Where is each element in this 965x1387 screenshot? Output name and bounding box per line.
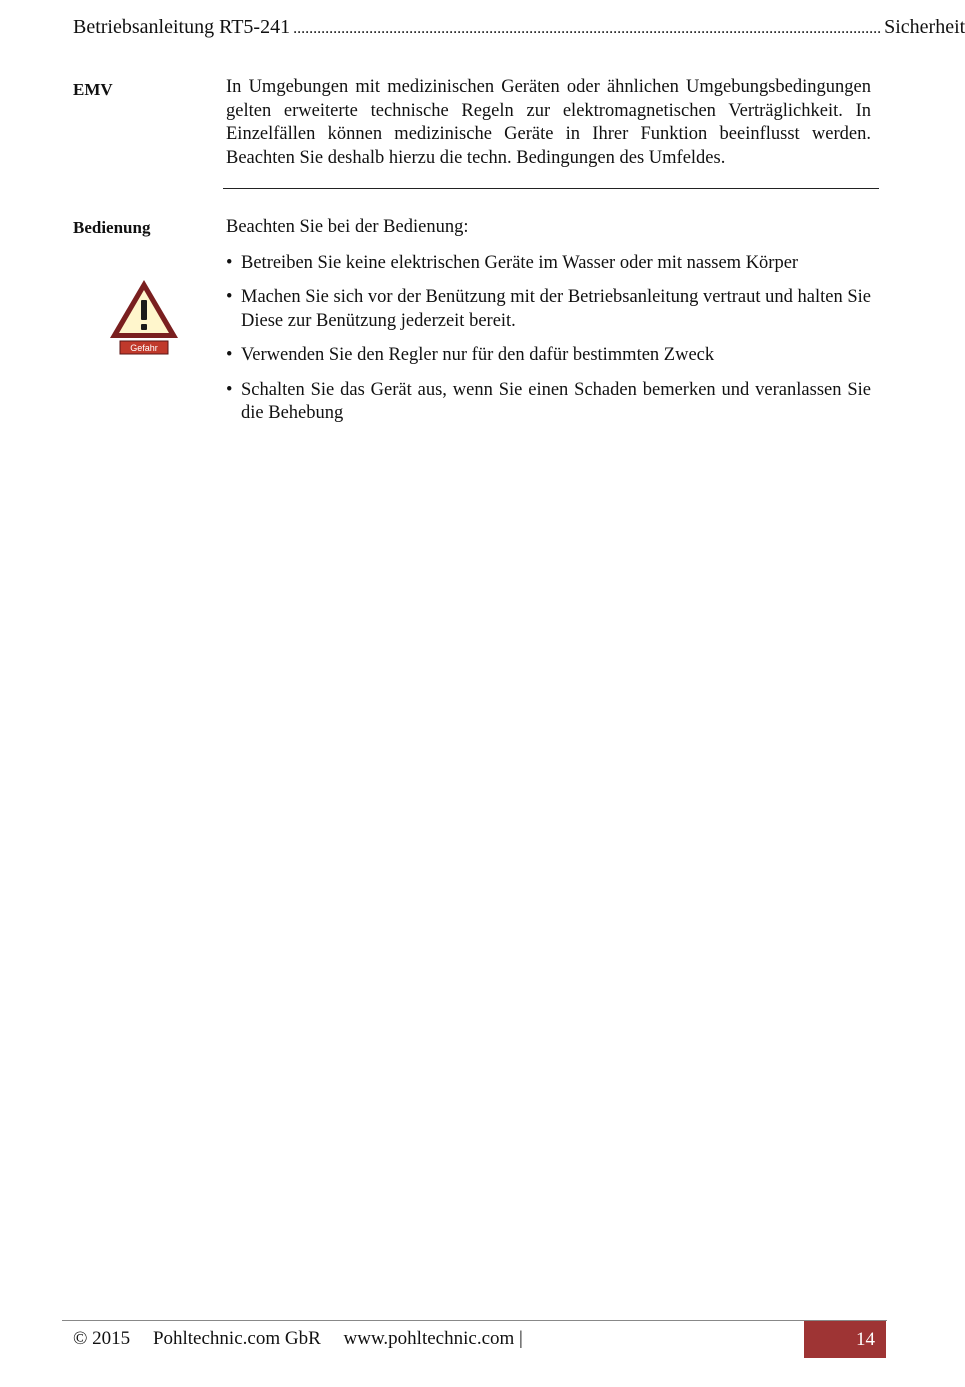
section-divider — [223, 188, 879, 189]
list-item-text: Schalten Sie das Gerät aus, wenn Sie einen Schaden bemerken und veranlassen Sie die Behebung — [241, 379, 871, 423]
footer-website[interactable]: www.pohltechnic.com | — [343, 1328, 523, 1349]
exclamation-bar — [141, 300, 147, 320]
bullet-icon: • — [226, 379, 233, 400]
footer-company: Pohltechnic.com GbR — [152, 1328, 321, 1349]
bullet-icon: • — [226, 252, 233, 273]
emv-section-label: EMV — [73, 80, 113, 99]
bullet-icon: • — [226, 345, 233, 365]
page-footer — [73, 1326, 541, 1352]
page-number-badge: 14 — [804, 1321, 886, 1358]
bedienung-bullet-list — [226, 252, 871, 426]
page-header — [73, 14, 965, 42]
list-item — [226, 286, 871, 333]
list-item — [226, 379, 871, 426]
warning-triangle-icon — [108, 276, 180, 356]
list-item-text: Machen Sie sich vor der Benützung mit der Betriebsanleitung vertraut und halten Sie Diese zur Benützung jederzeit bereit. — [241, 287, 871, 331]
list-item-text: Betreiben Sie keine elektrischen Geräte im Wasser oder mit nassem Körper — [241, 252, 799, 273]
footer-copyright: © 2015 — [73, 1328, 131, 1349]
list-item — [226, 252, 871, 276]
bullet-icon: • — [226, 287, 233, 307]
bedienung-section-body — [226, 216, 871, 437]
bedienung-section-label: Bedienung — [73, 218, 151, 237]
list-item — [226, 344, 871, 368]
exclamation-dot — [141, 324, 147, 330]
gefahr-caption: Gefahr — [130, 343, 158, 353]
header-document-title: Betriebsanleitung RT5-241 — [73, 16, 291, 38]
header-dot-leader: ................................................................................................................................................... — [293, 20, 882, 37]
list-item-text: Verwenden Sie den Regler nur für den dafür bestimmten Zweck — [241, 345, 715, 365]
footer-rule — [62, 1320, 887, 1321]
emv-section-text: In Umgebungen mit medizinischen Geräten oder ähnlichen Umgebungsbedingungen gelten erweiterte technische Regeln zur elektromagnetischen Verträglichkeit. In Einzelfällen können medizinische Geräte in Ihrer Funktion beeinflusst werden. Beachten Sie deshalb hierzu die techn. Bedingungen des Umfeldes. — [226, 77, 871, 168]
header-section-title: Sicherheit — [884, 16, 965, 38]
bedienung-intro: Beachten Sie bei der Bedienung: — [226, 217, 469, 237]
